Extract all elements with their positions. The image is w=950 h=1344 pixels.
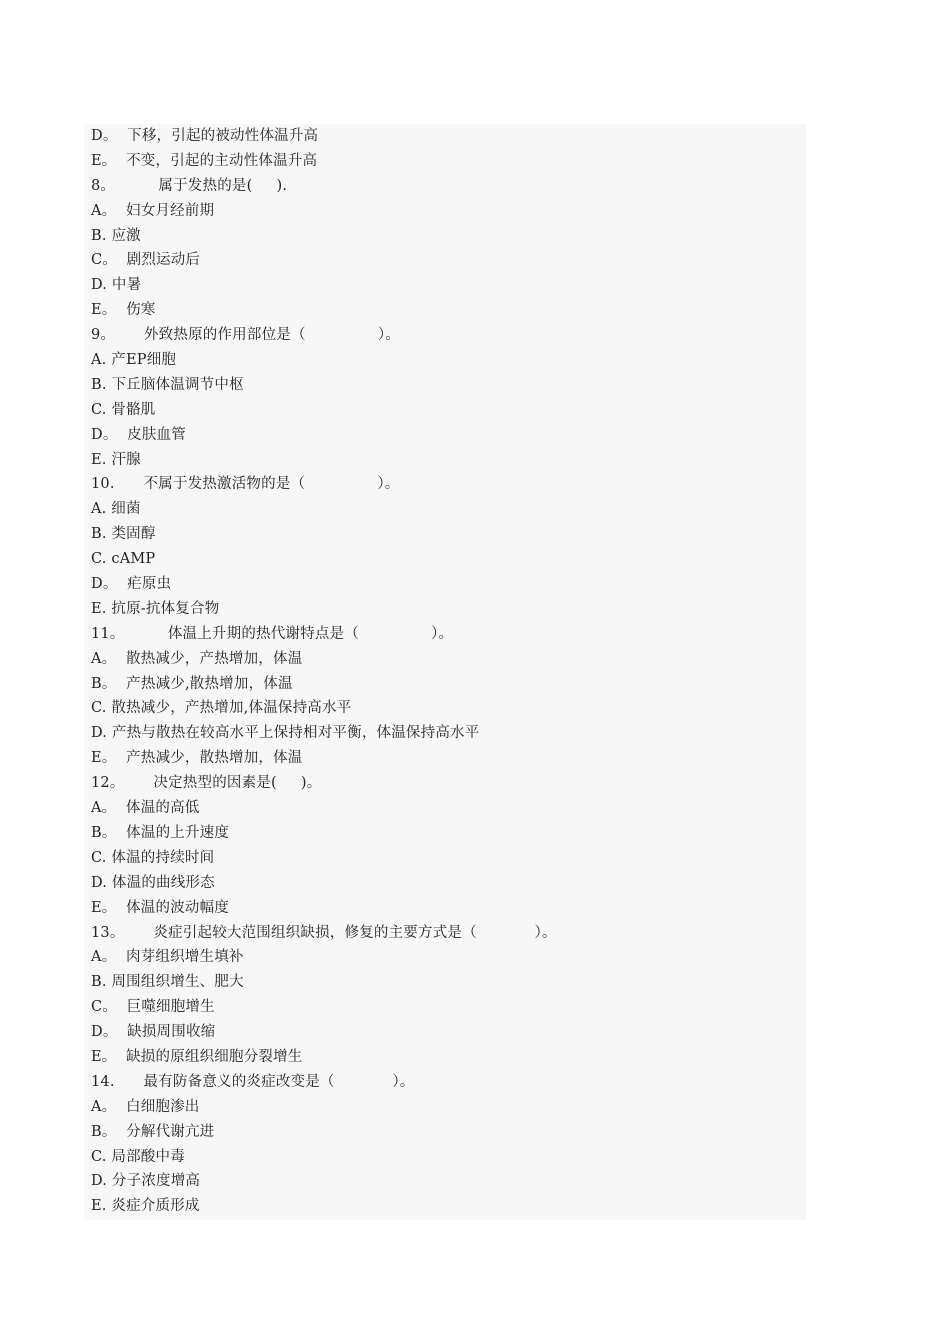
option-line: E. 抗原-抗体复合物: [91, 600, 220, 617]
option-line: A。 体温的高低: [91, 800, 200, 817]
option-line: C. 体温的持续时间: [91, 849, 215, 866]
option-line: D. 分子浓度增高: [91, 1173, 201, 1190]
option-line: C。 巨噬细胞增生: [91, 999, 215, 1016]
option-line: D。 皮肤血管: [91, 426, 186, 443]
option-line: A。 散热减少，产热增加，体温: [91, 650, 303, 667]
option-line: B. 下丘脑体温调节中枢: [91, 376, 244, 393]
question-text-block: [91, 124, 806, 1219]
option-line: A。 妇女月经前期: [91, 202, 215, 219]
option-line: A。 肉芽组织增生填补: [91, 949, 244, 966]
option-line: C. 骨骼肌: [91, 401, 156, 418]
option-line: B. 应激: [91, 227, 141, 244]
option-line: E。 产热减少，散热增加，体温: [91, 750, 303, 767]
option-line: C. cAMP: [91, 551, 156, 568]
question-line: 9。 外致热原的作用部位是（ ）。: [91, 327, 400, 344]
option-line: D。 下移，引起的被动性体温升高: [91, 128, 319, 144]
question-line: 11。 体温上升期的热代谢特点是（ ）。: [91, 625, 454, 642]
option-line: E。 伤寒: [91, 302, 156, 319]
option-line: A. 细菌: [91, 501, 141, 518]
option-line: B。 产热减少,散热增加，体温: [91, 675, 293, 692]
option-line: E。 不变，引起的主动性体温升高: [91, 152, 318, 169]
option-line: D. 体温的曲线形态: [91, 874, 215, 891]
option-line: C. 局部酸中毒: [91, 1148, 185, 1165]
option-line: D。 疟原虫: [91, 576, 172, 593]
option-line: C. 散热减少，产热增加,体温保持高水平: [91, 700, 352, 717]
question-line: 13。 炎症引起较大范围组织缺损，修复的主要方式是（ ）。: [91, 924, 557, 941]
question-line: 12。 决定热型的因素是( )。: [91, 775, 322, 792]
option-line: E。 缺损的原组织细胞分裂增生: [91, 1048, 303, 1065]
option-line: D。 缺损周围收缩: [91, 1024, 216, 1041]
question-line: 8。 属于发热的是( ).: [91, 177, 288, 194]
option-line: A。 白细胞渗出: [91, 1098, 200, 1115]
option-line: D. 产热与散热在较高水平上保持相对平衡，体温保持高水平: [91, 725, 480, 742]
option-line: B. 类固醇: [91, 526, 156, 543]
option-line: B。 分解代谢亢进: [91, 1123, 215, 1140]
option-line: D. 中暑: [91, 277, 142, 294]
option-line: E。 体温的波动幅度: [91, 899, 230, 916]
question-line: 10. 不属于发热激活物的是（ ）。: [91, 476, 400, 493]
option-line: B。 体温的上升速度: [91, 824, 230, 841]
option-line: B. 周围组织增生、肥大: [91, 974, 244, 991]
question-line: 14. 最有防备意义的炎症改变是（ ）。: [91, 1073, 415, 1090]
option-line: E. 炎症介质形成: [91, 1198, 200, 1215]
option-line: E. 汗腺: [91, 451, 141, 468]
option-line: A. 产EP细胞: [91, 352, 177, 369]
option-line: C。 剧烈运动后: [91, 252, 201, 269]
